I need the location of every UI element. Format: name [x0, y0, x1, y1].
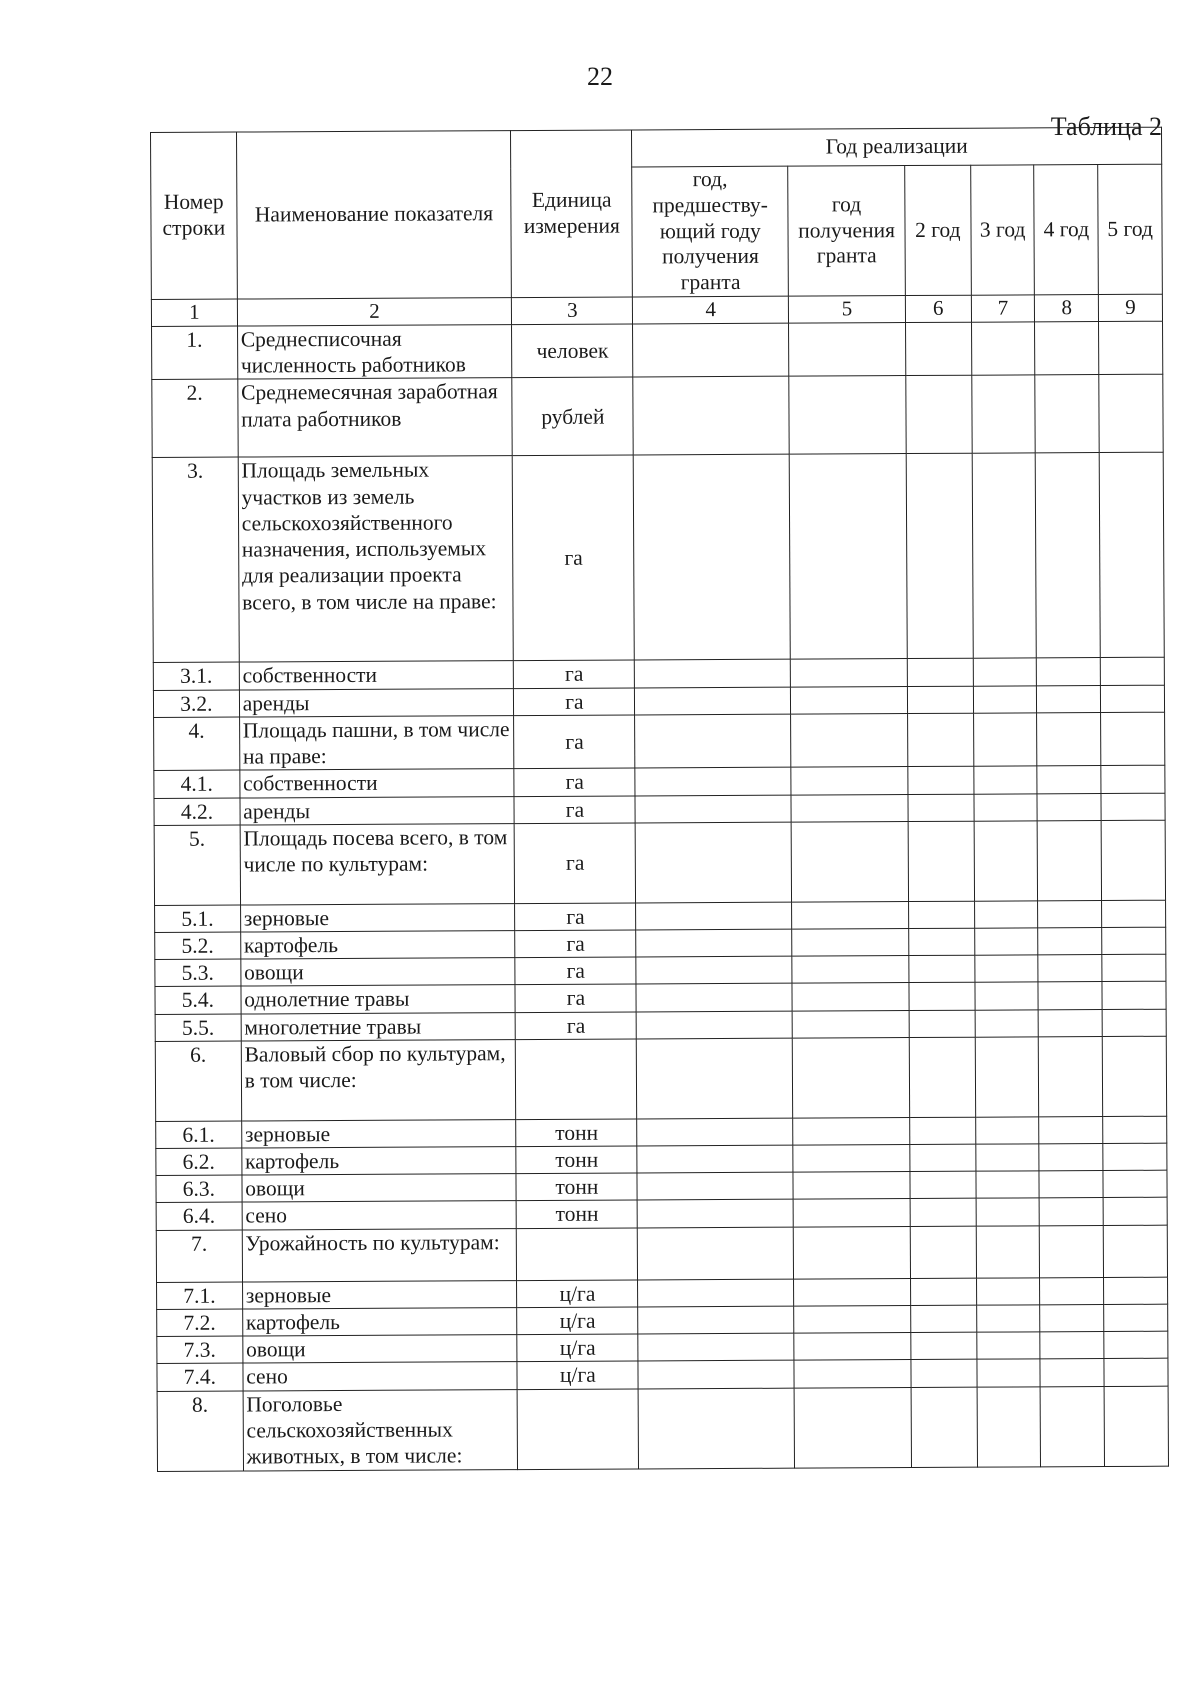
value-cell [976, 1226, 1040, 1278]
value-cell [1102, 927, 1166, 955]
unit-of-measure [517, 1228, 638, 1281]
row-number: 8. [157, 1391, 243, 1471]
unit-of-measure: ц/га [517, 1280, 638, 1308]
value-cell [1102, 954, 1166, 982]
value-cell [910, 1305, 976, 1333]
indicator-name: Площадь посева всего, в том числе по культурам: [240, 823, 515, 904]
value-cell [638, 1306, 794, 1334]
value-cell [1038, 982, 1102, 1010]
value-cell [975, 1037, 1039, 1117]
row-number: 5.3. [155, 959, 241, 987]
value-cell [1104, 1331, 1168, 1359]
value-cell [909, 983, 975, 1011]
value-cell [792, 983, 909, 1011]
value-cell [908, 821, 974, 901]
value-cell [635, 687, 791, 715]
value-cell [636, 902, 792, 930]
value-cell [1099, 453, 1164, 658]
table-row [156, 1225, 1167, 1282]
unit-of-measure: рублей [512, 377, 633, 456]
value-cell [911, 1387, 977, 1467]
value-cell [977, 1359, 1041, 1387]
value-cell [1039, 1144, 1103, 1172]
value-cell [977, 1332, 1041, 1360]
row-number: 5.2. [155, 932, 241, 960]
indicator-name: аренды [240, 796, 515, 825]
row-number: 5.4. [155, 986, 241, 1014]
value-cell [974, 793, 1038, 821]
row-number: 5. [154, 825, 240, 905]
table-caption: Таблица 2 [1050, 112, 1162, 141]
indicator-name: картофель [242, 1147, 517, 1176]
header-year-3: 3 год [970, 165, 1034, 295]
value-cell [974, 766, 1038, 794]
unit-of-measure: га [514, 715, 635, 769]
table-row [152, 321, 1163, 380]
column-number: 3 [512, 297, 633, 325]
value-cell [1102, 1009, 1166, 1037]
column-number: 6 [905, 295, 971, 322]
unit-of-measure: ц/га [517, 1307, 638, 1335]
indicator-name: собственности [240, 769, 515, 798]
unit-of-measure: га [516, 1012, 637, 1040]
indicator-name: картофель [240, 931, 515, 960]
value-cell [1039, 1171, 1103, 1199]
value-cell [1040, 1277, 1104, 1305]
value-cell [908, 901, 974, 929]
indicator-name: Валовый сбор по культурам, в том числе: [241, 1039, 516, 1120]
value-cell [909, 1037, 975, 1117]
value-cell [909, 1117, 975, 1145]
value-cell [793, 1199, 910, 1227]
header-year-before-grant: год, предшеству-ющий году получения гранта [632, 166, 789, 297]
unit-of-measure: тонн [516, 1173, 637, 1201]
row-number: 6.1. [156, 1121, 242, 1149]
value-cell [1040, 1304, 1104, 1332]
value-cell [636, 929, 792, 957]
value-cell [906, 454, 973, 659]
value-cell [977, 1386, 1041, 1466]
header-unit: Единица измерения [511, 130, 633, 298]
unit-of-measure: га [514, 768, 635, 796]
value-cell [910, 1226, 976, 1278]
unit-of-measure: тонн [517, 1200, 638, 1228]
value-cell [911, 1360, 977, 1388]
row-number: 7.3. [157, 1336, 243, 1364]
value-cell [633, 377, 789, 456]
value-cell [638, 1388, 794, 1469]
table-row [157, 1386, 1168, 1471]
value-cell [1100, 658, 1164, 686]
value-cell [975, 955, 1039, 983]
value-cell [1101, 820, 1165, 900]
page-number: 22 [587, 62, 613, 91]
header-row-number: Номер строки [151, 132, 238, 299]
value-cell [1103, 1116, 1167, 1144]
row-number: 7.1. [157, 1282, 243, 1310]
indicator-name: Среднесписочная численность работников [237, 325, 512, 380]
value-cell [907, 686, 973, 714]
value-cell [1102, 900, 1166, 928]
column-number: 1 [151, 299, 237, 326]
value-cell [911, 1332, 977, 1360]
value-cell [1104, 1277, 1168, 1305]
indicator-name: Поголовье сельскохозяйственных животных, в том числе: [243, 1389, 518, 1470]
indicator-name: однолетние травы [241, 985, 516, 1014]
value-cell [1040, 1359, 1104, 1387]
value-cell [908, 794, 974, 822]
row-number: 6.2. [156, 1148, 242, 1176]
value-cell [976, 1305, 1040, 1333]
value-cell [910, 1278, 976, 1306]
value-cell [1038, 927, 1102, 955]
value-cell [1099, 375, 1163, 453]
column-number: 9 [1099, 294, 1163, 321]
value-cell [1099, 321, 1163, 375]
row-number: 7.4. [157, 1363, 243, 1391]
indicator-name: сено [242, 1201, 517, 1230]
value-cell [794, 1305, 911, 1333]
value-cell [794, 1360, 911, 1388]
value-cell [1102, 1036, 1166, 1116]
indicator-name: Площадь пашни, в том числе на праве: [239, 715, 514, 770]
value-cell [973, 686, 1037, 714]
value-cell [638, 1361, 794, 1389]
indicator-name: аренды [239, 688, 514, 717]
value-cell [1040, 1225, 1104, 1277]
value-cell [905, 322, 971, 376]
value-cell [975, 982, 1039, 1010]
header-year-of-grant: год получения гранта [788, 166, 905, 297]
value-cell [637, 1145, 793, 1173]
unit-of-measure: га [514, 660, 635, 688]
value-cell [909, 1010, 975, 1038]
value-cell [793, 1037, 910, 1118]
unit-of-measure: тонн [516, 1119, 637, 1147]
value-cell [794, 1333, 911, 1361]
table-row [152, 375, 1163, 458]
column-number: 4 [633, 296, 789, 324]
header-implementation-year: Год реализации [632, 127, 1162, 167]
value-cell [791, 659, 908, 687]
unit-of-measure: га [513, 455, 635, 661]
column-number: 2 [237, 298, 512, 326]
value-cell [1038, 820, 1102, 900]
value-cell [793, 1145, 910, 1173]
indicators-table [150, 127, 1169, 1472]
value-cell [636, 1011, 792, 1039]
value-cell [1035, 322, 1099, 376]
indicator-name: зерновые [241, 1119, 516, 1148]
value-cell [791, 686, 908, 714]
value-cell [637, 1118, 793, 1146]
row-number: 4. [154, 717, 240, 771]
value-cell [973, 658, 1037, 686]
value-cell [1104, 1386, 1168, 1466]
value-cell [1101, 793, 1165, 821]
unit-of-measure [516, 1039, 637, 1120]
value-cell [974, 928, 1038, 956]
value-cell [974, 901, 1038, 929]
value-cell [793, 1172, 910, 1200]
value-cell [791, 794, 908, 822]
unit-of-measure: тонн [516, 1146, 637, 1174]
value-cell [1101, 712, 1165, 766]
value-cell [910, 1171, 976, 1199]
value-cell [908, 928, 974, 956]
value-cell [793, 1117, 910, 1145]
header-year-5: 5 год [1098, 164, 1162, 294]
value-cell [976, 1144, 1040, 1172]
value-cell [637, 1038, 793, 1119]
value-cell [637, 1200, 793, 1228]
value-cell [794, 1226, 911, 1279]
column-number: 7 [971, 295, 1035, 322]
row-number: 7. [156, 1230, 242, 1282]
value-cell [971, 322, 1035, 376]
value-cell [638, 1279, 794, 1307]
value-cell [635, 714, 791, 768]
value-cell [792, 901, 909, 929]
value-cell [906, 376, 972, 454]
table-row [152, 453, 1164, 663]
value-cell [973, 713, 1037, 767]
value-cell [1039, 1116, 1103, 1144]
value-cell [1101, 765, 1165, 793]
table-row [154, 820, 1165, 905]
value-cell [636, 984, 792, 1012]
value-cell [792, 956, 909, 984]
indicators-table-sheet [150, 127, 1169, 1472]
value-cell [1038, 955, 1102, 983]
row-number: 4.1. [154, 770, 240, 798]
value-cell [1036, 453, 1101, 658]
row-number: 1. [152, 326, 238, 380]
value-cell [907, 659, 973, 687]
unit-of-measure: ц/га [517, 1361, 638, 1389]
value-cell [1103, 1225, 1167, 1277]
value-cell [1104, 1359, 1168, 1387]
unit-of-measure: га [515, 823, 636, 904]
value-cell [638, 1333, 794, 1361]
indicator-name: Урожайность по культурам: [242, 1228, 517, 1281]
value-cell [1102, 982, 1166, 1010]
unit-of-measure: га [514, 688, 635, 716]
value-cell [1037, 658, 1101, 686]
value-cell [976, 1198, 1040, 1226]
indicator-name: Площадь земельных участков из земель сельскохозяйственного назначения, используемых для реализации проекта всего, в том числе на праве: [238, 456, 514, 662]
value-cell [972, 375, 1036, 453]
value-cell [633, 455, 790, 661]
value-cell [789, 376, 906, 455]
row-number: 5.1. [155, 905, 241, 933]
value-cell [907, 713, 973, 767]
value-cell [975, 1117, 1039, 1145]
indicator-name: картофель [242, 1308, 517, 1337]
value-cell [1040, 1198, 1104, 1226]
value-cell [1037, 685, 1101, 713]
indicator-name: овощи [242, 1174, 517, 1203]
column-number: 5 [789, 296, 906, 324]
row-number: 6. [155, 1041, 241, 1121]
row-number: 3.2. [153, 690, 239, 718]
column-number: 8 [1035, 295, 1099, 322]
indicator-name: овощи [241, 958, 516, 987]
value-cell [792, 928, 909, 956]
value-cell [638, 1227, 794, 1280]
value-cell [976, 1171, 1040, 1199]
table-row [154, 712, 1165, 771]
value-cell [789, 323, 906, 377]
value-cell [791, 821, 908, 902]
value-cell [1039, 1036, 1103, 1116]
row-number: 3. [152, 457, 239, 662]
value-cell [790, 454, 908, 660]
value-cell [1039, 1009, 1103, 1037]
unit-of-measure: га [515, 903, 636, 931]
value-cell [1037, 712, 1101, 766]
value-cell [975, 1009, 1039, 1037]
value-cell [792, 1010, 909, 1038]
unit-of-measure [518, 1389, 639, 1470]
value-cell [1037, 793, 1101, 821]
value-cell [1101, 685, 1165, 713]
indicator-name: собственности [239, 661, 514, 690]
value-cell [1103, 1143, 1167, 1171]
unit-of-measure: га [515, 957, 636, 985]
value-cell [635, 795, 791, 823]
indicator-name: многолетние травы [241, 1012, 516, 1041]
value-cell [636, 956, 792, 984]
value-cell [1104, 1304, 1168, 1332]
value-cell [910, 1144, 976, 1172]
value-cell [633, 323, 789, 377]
value-cell [635, 822, 791, 903]
row-number: 4.2. [154, 798, 240, 826]
value-cell [908, 766, 974, 794]
row-number: 2. [152, 379, 238, 457]
value-cell [1041, 1386, 1105, 1466]
value-cell [972, 453, 1037, 658]
unit-of-measure: га [515, 984, 636, 1012]
value-cell [1037, 766, 1101, 794]
row-number: 7.2. [157, 1309, 243, 1337]
header-indicator-name: Наименование показателя [236, 131, 512, 299]
table-row [155, 1036, 1166, 1121]
value-cell [791, 713, 908, 767]
value-cell [1103, 1170, 1167, 1198]
value-cell [794, 1278, 911, 1306]
value-cell [635, 767, 791, 795]
value-cell [1035, 375, 1099, 453]
indicator-name: зерновые [240, 903, 515, 932]
unit-of-measure: га [514, 795, 635, 823]
unit-of-measure: ц/га [517, 1334, 638, 1362]
value-cell [791, 767, 908, 795]
unit-of-measure: га [515, 930, 636, 958]
value-cell [794, 1387, 911, 1468]
indicator-name: Среднемесячная заработная плата работников [238, 378, 513, 457]
value-cell [976, 1278, 1040, 1306]
indicator-name: овощи [243, 1335, 518, 1364]
row-number: 6.4. [156, 1203, 242, 1231]
header-year-2: 2 год [904, 165, 971, 295]
value-cell [1040, 1332, 1104, 1360]
value-cell [635, 660, 791, 688]
value-cell [974, 821, 1038, 901]
header-year-4: 4 год [1034, 165, 1098, 295]
value-cell [1038, 900, 1102, 928]
value-cell [909, 955, 975, 983]
indicator-name: сено [243, 1362, 518, 1391]
value-cell [637, 1172, 793, 1200]
value-cell [910, 1199, 976, 1227]
row-number: 3.1. [153, 662, 239, 690]
row-number: 6.3. [156, 1175, 242, 1203]
row-number: 5.5. [155, 1014, 241, 1042]
indicator-name: зерновые [242, 1280, 517, 1309]
value-cell [1103, 1198, 1167, 1226]
unit-of-measure: человек [512, 324, 633, 378]
